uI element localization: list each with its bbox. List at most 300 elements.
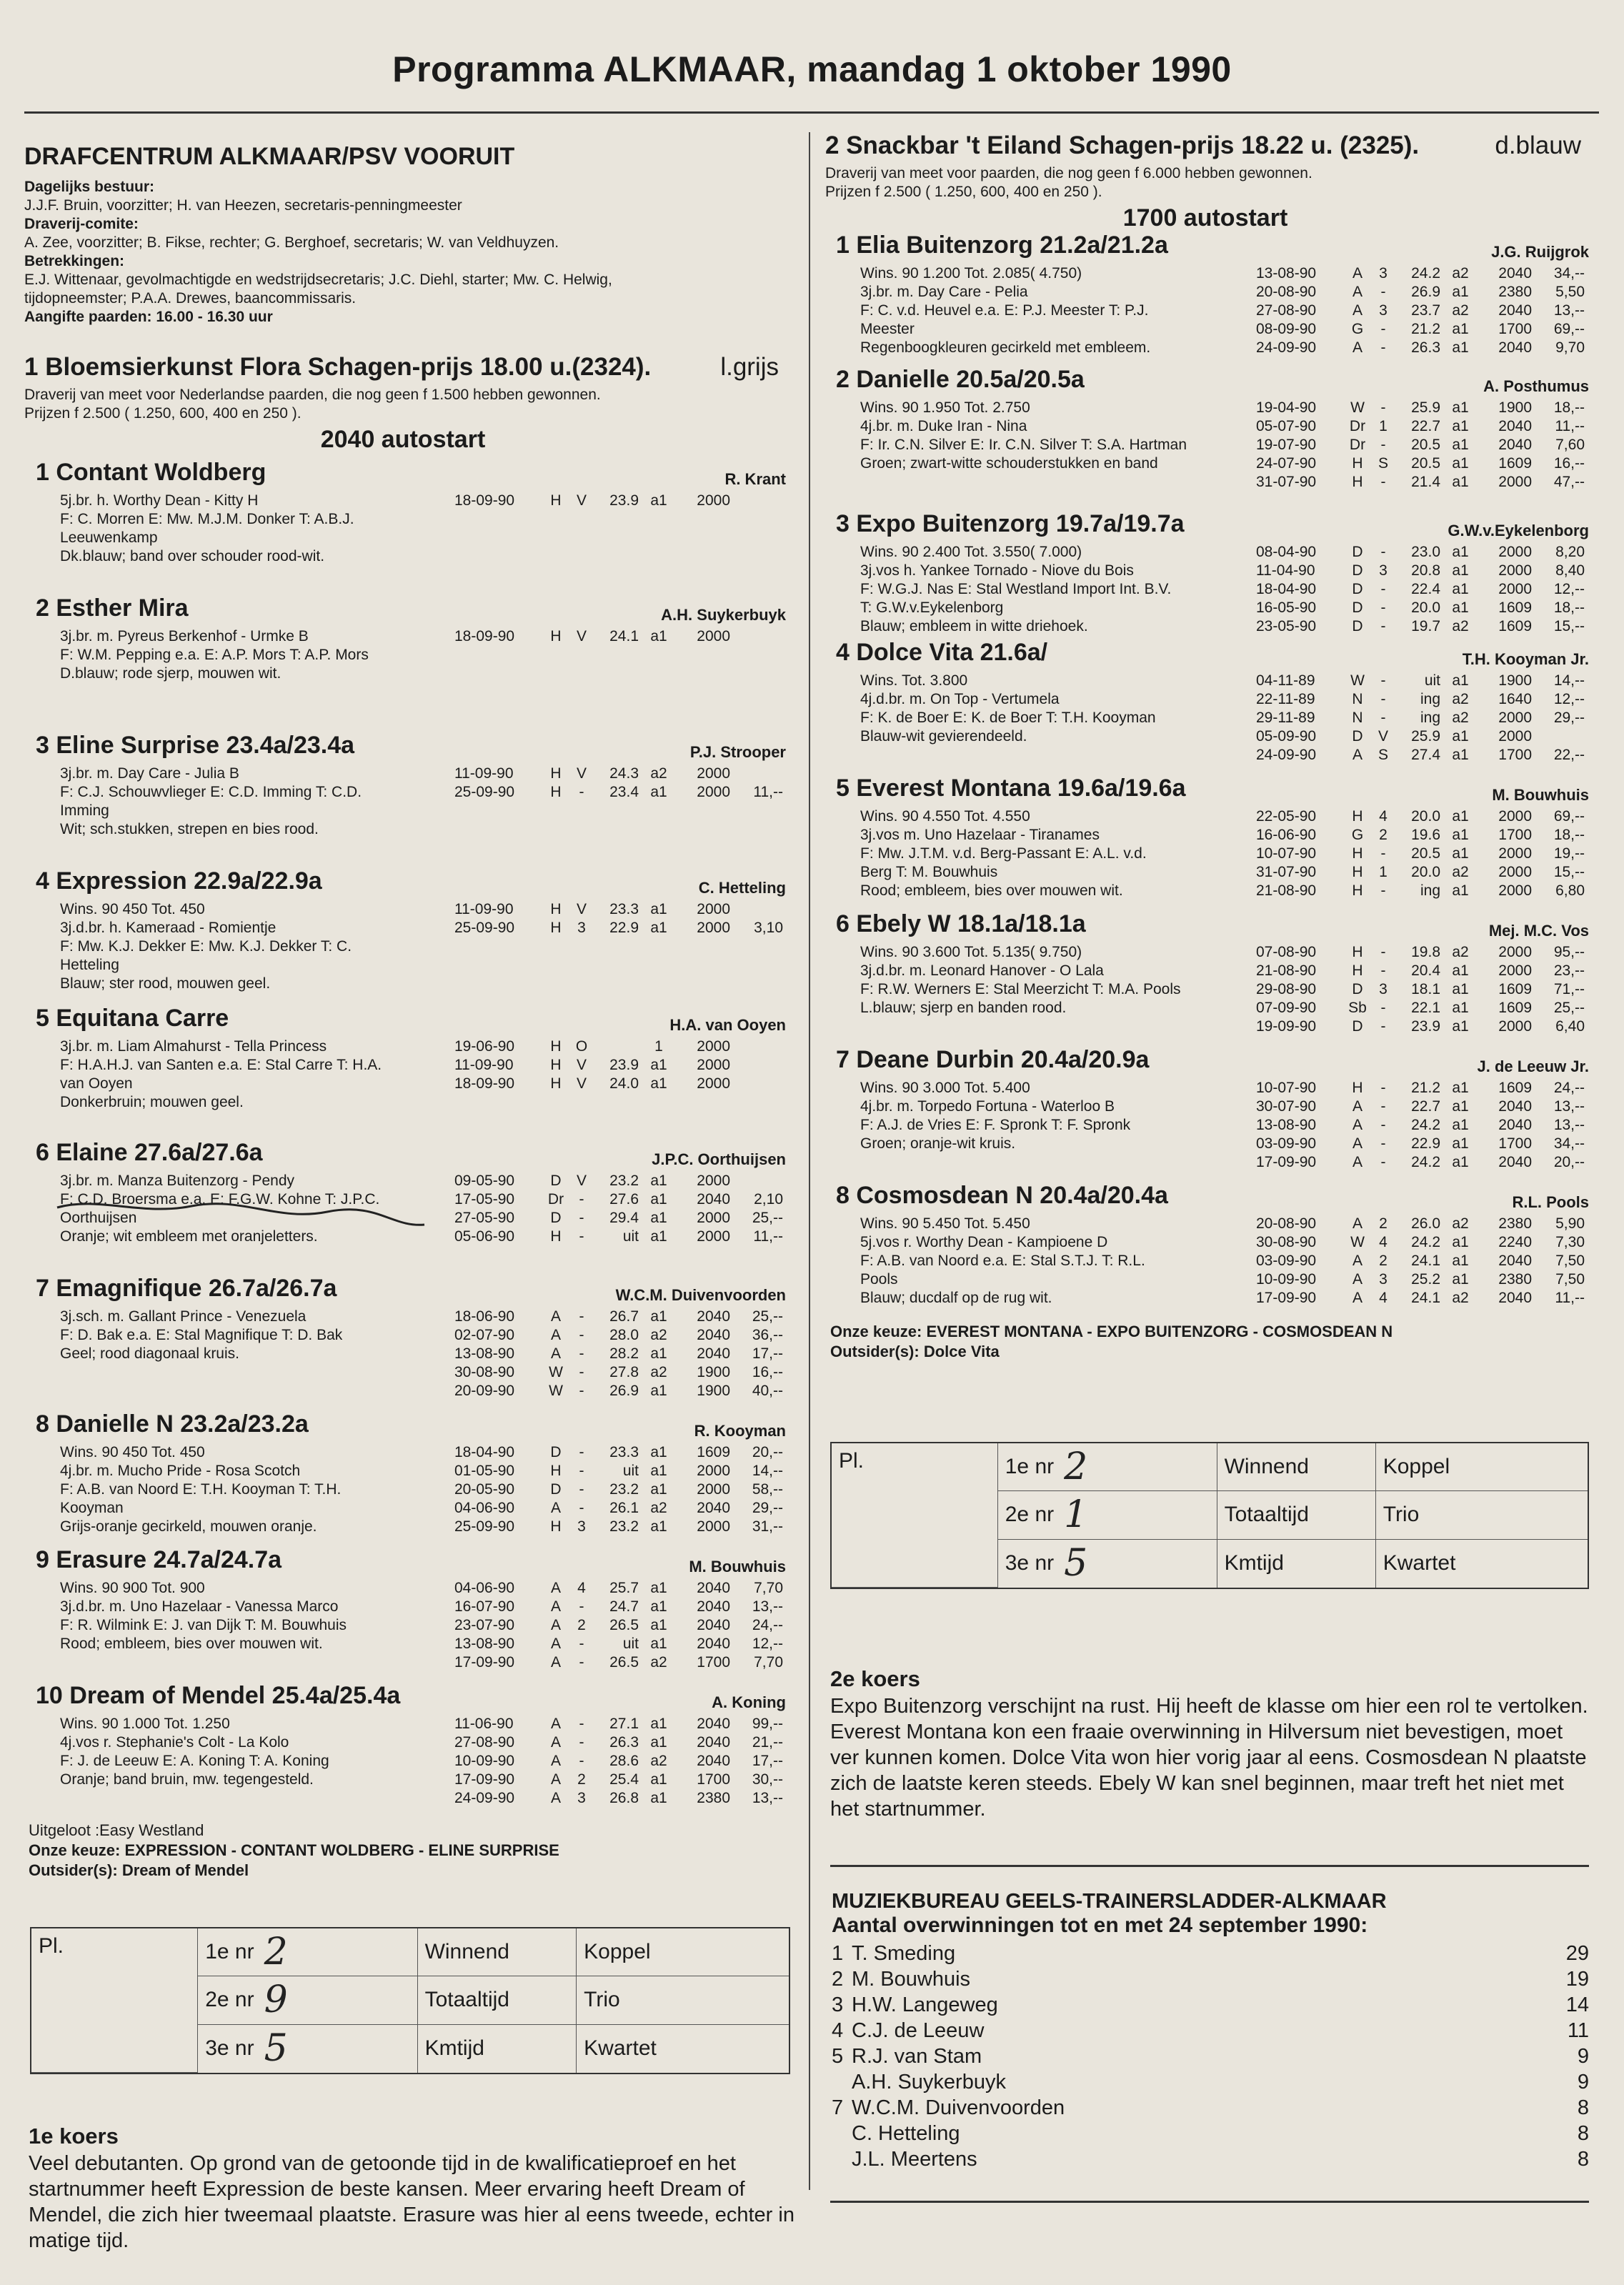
result-start: a2: [1452, 302, 1469, 319]
race2-result-box: [830, 1442, 1589, 1589]
result-track: W: [1350, 399, 1365, 416]
result-row: [1256, 962, 1585, 980]
result-place: -: [1380, 544, 1386, 560]
horse-info-line: Rood; embleem, bies over mouwen wit.: [60, 1636, 323, 1652]
result-prize: 34,--: [1553, 1135, 1585, 1152]
horse-info: [36, 900, 436, 993]
result-prize: 15,--: [1553, 618, 1585, 634]
result-position-cell: [998, 1491, 1217, 1539]
horse-results: [1256, 264, 1585, 357]
horse-body: [36, 1443, 786, 1536]
horse-info-line: 3j.vos m. Uno Hazelaar - Tiranames: [860, 827, 1100, 843]
result-time: 26.7: [609, 1308, 639, 1325]
ladder-entry: [832, 1941, 955, 1966]
result-place: 4: [1379, 1234, 1388, 1250]
horse-info: [36, 627, 436, 683]
result-start: a1: [1452, 1271, 1469, 1288]
horse-info-line: F: Mw. K.J. Dekker E: Mw. K.J. Dekker T: C.: [60, 938, 352, 955]
horse-entry: [836, 1046, 1589, 1170]
result-bet-cell: Koppel: [1376, 1443, 1588, 1491]
result-track: D: [1352, 562, 1363, 579]
horse-info: [836, 543, 1236, 636]
result-prize: 12,--: [1553, 581, 1585, 597]
result-start: a1: [1452, 845, 1469, 862]
result-place: -: [1380, 845, 1386, 862]
result-start: a2: [650, 1500, 667, 1516]
horse-results: [1256, 672, 1585, 765]
result-row: [1256, 1233, 1585, 1252]
result-track: H: [550, 784, 562, 800]
result-row: [454, 1209, 783, 1228]
result-place: -: [579, 1345, 584, 1362]
result-prize: 2,10: [754, 1191, 783, 1208]
horse-entry: [36, 1546, 786, 1671]
horse-entry: [836, 1182, 1589, 1308]
result-prize: 58,--: [752, 1481, 783, 1498]
result-place: V: [576, 492, 587, 509]
horse-entry: [836, 639, 1589, 763]
horse-info-line: Grijs-oranje gecirkeld, mouwen oranje.: [60, 1518, 317, 1535]
horse-info-line: Oranje; wit embleem met oranjeletters.: [60, 1228, 318, 1245]
result-time: 27.8: [609, 1364, 639, 1380]
horse-entry: [836, 775, 1589, 900]
result-position-label: 3e nr: [1005, 1551, 1055, 1575]
horse-entry: [36, 459, 786, 566]
result-track: W: [549, 1364, 563, 1380]
race1-commentary: [29, 2124, 800, 2254]
horse-trainer: W.C.M. Duivenvoorden: [615, 1286, 786, 1304]
result-prize: 5,50: [1555, 284, 1585, 300]
result-track: A: [550, 1327, 561, 1343]
result-start: a1: [650, 1173, 667, 1189]
result-start: a1: [650, 1481, 667, 1498]
result-time: 20.0: [1411, 864, 1440, 880]
result-time: 26.0: [1411, 1215, 1440, 1232]
result-start: a1: [650, 1210, 667, 1226]
horse-info-line: Wins. 90 3.600 Tot. 5.135( 9.750): [860, 944, 1082, 960]
race2-commentary: [830, 1666, 1595, 1822]
result-track: D: [1352, 728, 1363, 745]
horse-info-line: F: W.M. Pepping e.a. E: A.P. Mors T: A.P. Mors: [60, 647, 369, 663]
result-date: 04-11-89: [1256, 672, 1315, 689]
result-distance: 2000: [697, 628, 730, 644]
result-track: A: [550, 1345, 561, 1362]
result-time: 25.2: [1411, 1271, 1440, 1288]
result-start: a1: [650, 628, 667, 644]
horse-entry: [36, 867, 786, 993]
horse-head: [836, 510, 1589, 543]
result-row: [454, 1037, 783, 1056]
result-prize: 24,--: [752, 1617, 783, 1633]
result-bet-cell: Kwartet: [1383, 1551, 1456, 1575]
result-start: a2: [1452, 1215, 1469, 1232]
result-row: [454, 1653, 783, 1672]
result-place: -: [1380, 284, 1386, 300]
horse-results: [1256, 807, 1585, 900]
result-place: V: [576, 628, 587, 644]
horse-results: [1256, 1215, 1585, 1308]
result-row: [454, 1075, 783, 1093]
result-track: D: [1352, 544, 1363, 560]
result-time: 24.2: [1411, 1234, 1440, 1250]
result-date: 10-07-90: [1256, 1080, 1317, 1096]
horse-trainer: M. Bouwhuis: [689, 1558, 786, 1575]
horse-info: [36, 1579, 436, 1653]
result-distance: 2000: [1498, 808, 1532, 825]
result-distance: 2040: [697, 1327, 730, 1343]
result-start: a1: [1452, 455, 1469, 472]
result-type-cell: Winnend: [418, 1928, 577, 1976]
result-prize: 14,--: [1553, 672, 1585, 689]
horse-trainer: R. Kooyman: [694, 1422, 786, 1440]
result-distance: 2000: [1498, 845, 1532, 862]
result-track: A: [1352, 1154, 1363, 1170]
result-row: [1256, 882, 1585, 900]
horse-info-line: Wins. 90 1.200 Tot. 2.085( 4.750): [860, 265, 1082, 282]
result-row: [454, 1598, 783, 1616]
result-track: H: [1352, 474, 1363, 490]
race2-start: 1700 autostart: [1122, 204, 1288, 232]
result-distance: 2040: [697, 1617, 730, 1633]
result-start: a1: [1452, 1000, 1469, 1016]
result-place: 3: [1379, 1271, 1388, 1288]
result-time: 27.1: [609, 1716, 639, 1732]
ladder-row: [832, 2146, 1589, 2172]
result-start: a2: [1452, 944, 1469, 960]
result-start: a1: [1452, 437, 1469, 453]
horse-trainer: J. de Leeuw Jr.: [1477, 1057, 1589, 1075]
result-date: 11-04-90: [1256, 562, 1315, 579]
horse-info-line: F: C.J. Schouwvlieger E: C.D. Imming T: C.D.: [60, 784, 362, 800]
horse-info: [836, 399, 1236, 473]
result-time: 22.7: [1411, 418, 1440, 434]
result-place: 2: [1379, 827, 1388, 843]
result-start: a1: [1452, 1018, 1469, 1035]
horse-name: 1 Contant Woldberg: [36, 459, 266, 486]
result-track: D: [1352, 581, 1363, 597]
ladder-top-rule: [830, 1865, 1589, 1867]
result-row: [1256, 580, 1585, 599]
horse-info: [836, 264, 1236, 357]
result-start: a1: [650, 1057, 667, 1073]
result-place: -: [1380, 321, 1386, 337]
result-date: 19-07-90: [1256, 437, 1317, 453]
result-track: D: [550, 1444, 562, 1460]
result-time: uit: [1424, 672, 1440, 689]
horse-entry: [836, 910, 1589, 1035]
horse-trainer: C. Hetteling: [698, 879, 786, 897]
horse-info-line: F: J. de Leeuw E: A. Koning T: A. Koning: [60, 1753, 329, 1769]
result-date: 17-09-90: [1256, 1290, 1317, 1306]
result-date: 20-05-90: [454, 1481, 515, 1498]
result-place: -: [579, 1444, 584, 1460]
ladder-wins: 8: [1577, 2122, 1589, 2145]
horse-info-line: Blauw; ster rood, mouwen geel.: [60, 975, 271, 992]
org-name: DRAFCENTRUM ALKMAAR/PSV VOORUIT: [24, 143, 515, 170]
result-start: a1: [650, 1345, 667, 1362]
result-track: H: [1352, 864, 1363, 880]
race2-footer: [830, 1322, 1590, 1362]
result-date: 07-09-90: [1256, 1000, 1317, 1016]
result-date: 13-08-90: [1256, 265, 1317, 282]
title-rule: [24, 111, 1599, 114]
result-date: 18-09-90: [454, 628, 515, 644]
org-line-text: A. Zee, voorzitter; B. Fikse, rechter; G. Berghoef, secretaris; W. van Veldhuyzen.: [24, 234, 559, 251]
race1-title: 1 Bloemsierkunst Flora Schagen-prijs 18.00 u.(2324).: [24, 353, 652, 381]
result-prize: [730, 900, 783, 919]
result-place: V: [576, 1057, 587, 1073]
result-row: [1256, 302, 1585, 320]
result-distance: 2040: [697, 1716, 730, 1732]
result-prize: 36,--: [752, 1327, 783, 1343]
result-time: 23.9: [609, 492, 639, 509]
result-row: [1256, 1135, 1585, 1153]
result-time: uit: [622, 1228, 639, 1245]
result-prize: 12,--: [752, 1636, 783, 1652]
horse-info-line: D.blauw; rode sjerp, mouwen wit.: [60, 665, 282, 682]
result-place: -: [1380, 339, 1386, 356]
result-time: 18.1: [1411, 981, 1440, 997]
result-track: N: [1352, 691, 1363, 707]
result-prize: 20,--: [752, 1444, 783, 1460]
result-start: a1: [1452, 1135, 1469, 1152]
horse-head: [836, 910, 1589, 943]
result-distance: 1609: [1498, 981, 1532, 997]
result-distance: 2000: [697, 901, 730, 917]
result-row: [1256, 1017, 1585, 1036]
result-prize: 6,40: [1555, 1018, 1585, 1035]
ladder-entry: [832, 2121, 960, 2146]
result-date: 05-07-90: [1256, 418, 1317, 434]
result-row: [454, 1462, 783, 1480]
result-track: H: [1352, 962, 1363, 979]
horse-info-line: van Ooyen: [60, 1075, 133, 1092]
result-place: -: [1380, 882, 1386, 899]
horse-info: [836, 807, 1236, 900]
result-date: 19-09-90: [1256, 1018, 1317, 1035]
org-line: [24, 215, 782, 234]
horse-info-line: Kooyman: [60, 1500, 124, 1516]
result-time: 24.2: [1411, 1117, 1440, 1133]
result-time: 25.4: [609, 1771, 639, 1788]
ladder-rank: 2: [832, 1968, 844, 1991]
result-place: 1: [1379, 418, 1388, 434]
horse-info-line: 3j.d.br. m. Leonard Hanover - O Lala: [860, 962, 1104, 979]
race1-outsider: Dream of Mendel: [121, 1861, 249, 1879]
horse-results: [454, 1715, 783, 1808]
result-distance: 1609: [1498, 1000, 1532, 1016]
result-prize: 11,--: [1555, 418, 1585, 434]
horse-info: [836, 943, 1236, 1017]
result-start: a2: [1452, 1290, 1469, 1306]
result-place: -: [1380, 1117, 1386, 1133]
horse-name: 2 Danielle 20.5a/20.5a: [836, 366, 1085, 393]
horse-info-line: 4j.br. m. Torpedo Fortuna - Waterloo B: [860, 1098, 1115, 1115]
horse-info-line: Wins. 90 5.450 Tot. 5.450: [860, 1215, 1030, 1232]
horse-body: [836, 1215, 1589, 1308]
result-row: [1256, 690, 1585, 709]
result-time: 23.7: [1411, 302, 1440, 319]
result-distance: 2040: [1498, 302, 1532, 319]
result-row: [1256, 1097, 1585, 1116]
result-date: 01-05-90: [454, 1463, 515, 1479]
result-place: -: [579, 1500, 584, 1516]
trainer-ladder: [832, 1890, 1589, 2172]
result-time: 26.3: [1411, 339, 1440, 356]
result-bet-cell: Trio: [1376, 1491, 1588, 1539]
result-prize: [730, 492, 783, 510]
result-prize: 29,--: [752, 1500, 783, 1516]
result-track: A: [1352, 265, 1363, 282]
horse-trainer: H.A. van Ooyen: [669, 1016, 786, 1034]
race2-conditions-1: Draverij van meet voor paarden, die nog geen f 6.000 hebben gewonnen.: [825, 165, 1312, 181]
horse-trainer: T.H. Kooyman Jr.: [1462, 650, 1589, 668]
horse-body: [36, 1579, 786, 1671]
result-start: a2: [650, 1327, 667, 1343]
horse-info-line: F: Ir. C.N. Silver E: Ir. C.N. Silver T: S.A. Hartman: [860, 437, 1187, 453]
horse-head: [36, 1682, 786, 1715]
ladder-wins: 8: [1577, 2096, 1589, 2119]
result-row: [1256, 746, 1585, 765]
result-track: D: [550, 1173, 562, 1189]
result-date: 04-06-90: [454, 1580, 515, 1596]
result-place: -: [1380, 599, 1386, 616]
result-prize: 7,60: [1555, 437, 1585, 453]
result-time: 23.3: [609, 901, 639, 917]
result-time: 22.4: [1411, 581, 1440, 597]
result-prize: 19,--: [1553, 845, 1585, 862]
horse-info-line: Wins. 90 3.000 Tot. 5.400: [860, 1080, 1030, 1096]
result-prize: 18,--: [1553, 599, 1585, 616]
horse-trainer: R.L. Pools: [1512, 1193, 1589, 1211]
result-start: a1: [1452, 882, 1469, 899]
result-time: 23.4: [609, 784, 639, 800]
result-track: A: [1352, 1135, 1363, 1152]
horse-name: 3 Expo Buitenzorg 19.7a/19.7a: [836, 510, 1185, 537]
result-track: A: [550, 1617, 561, 1633]
result-distance: 1609: [1498, 618, 1532, 634]
result-track: A: [550, 1753, 561, 1769]
result-distance: 2000: [1498, 544, 1532, 560]
result-place: -: [1380, 1098, 1386, 1115]
race1-commentary-text: Veel debutanten. Op grond van de getoonde tijd in de kwalificatieproef en het startnummer heeft Expression de beste kansen. Meer ervaring heeft Dream of Mendel, die zich hier tweemaal plaatste. Erasure was hier al eens tweede, echter in matige tijd.: [29, 2152, 794, 2252]
result-distance: 1700: [1498, 747, 1532, 763]
result-distance: 2040: [1498, 265, 1532, 282]
result-time: 22.7: [1411, 1098, 1440, 1115]
result-prize: 16,--: [1553, 455, 1585, 472]
result-date: 17-09-90: [1256, 1154, 1317, 1170]
result-row: [454, 627, 783, 646]
result-distance: 2040: [1498, 1154, 1532, 1170]
result-prize: 7,70: [754, 1580, 783, 1596]
race1-commentary-title: 1e koers: [29, 2124, 119, 2149]
result-distance: 2040: [697, 1598, 730, 1615]
result-place: 4: [1379, 1290, 1388, 1306]
org-block: [24, 143, 782, 327]
result-row: [1256, 863, 1585, 882]
result-row: [1256, 1289, 1585, 1308]
horse-head: [36, 1139, 786, 1172]
race1-color-code: l.grijs: [720, 353, 779, 381]
horse-info-line: 3j.vos h. Yankee Tornado - Niove du Bois: [860, 562, 1134, 579]
result-row: [1256, 672, 1585, 690]
result-prize: 23,--: [1553, 962, 1585, 979]
horse-info-line: 3j.br. m. Day Care - Pelia: [860, 284, 1028, 300]
result-date: 23-05-90: [1256, 618, 1317, 634]
horse-name: 4 Expression 22.9a/22.9a: [36, 867, 322, 895]
result-distance: 2040: [697, 1500, 730, 1516]
result-track: A: [1352, 284, 1363, 300]
ladder-rank: 5: [832, 2045, 844, 2068]
race1-result-box: [30, 1927, 790, 2074]
result-start: a1: [1452, 418, 1469, 434]
result-start: a2: [650, 1753, 667, 1769]
result-prize: 13,--: [1553, 302, 1585, 319]
horse-info: [36, 765, 436, 839]
result-row: [1256, 709, 1585, 727]
result-distance: 2240: [1498, 1234, 1532, 1250]
result-start: a1: [650, 1716, 667, 1732]
result-place: V: [576, 1075, 587, 1092]
result-start: a1: [1452, 284, 1469, 300]
result-time: 26.5: [609, 1654, 639, 1671]
result-distance: 2040: [1498, 437, 1532, 453]
result-type-cell: Kmtijd: [1217, 1540, 1376, 1588]
result-place: -: [579, 1598, 584, 1615]
result-track: H: [550, 1518, 562, 1535]
horse-entry: [36, 594, 786, 683]
result-prize: 15,--: [1553, 864, 1585, 880]
result-start: a1: [650, 1191, 667, 1208]
result-distance: 1700: [697, 1771, 730, 1788]
result-prize: 3,10: [754, 920, 783, 936]
horse-info-line: 3j.sch. m. Gallant Prince - Venezuela: [60, 1308, 307, 1325]
horse-results: [1256, 543, 1585, 636]
result-time: 26.8: [609, 1790, 639, 1806]
result-start: a2: [650, 765, 667, 782]
result-time: 20.4: [1411, 962, 1440, 979]
result-place: -: [579, 1191, 584, 1208]
result-row: [454, 1363, 783, 1382]
result-row: [454, 1771, 783, 1789]
result-row: [1256, 543, 1585, 562]
result-distance: 1609: [697, 1444, 730, 1460]
race1-pick: EXPRESSION - CONTANT WOLDBERG - ELINE SURPRISE: [124, 1841, 559, 1859]
result-distance: 2040: [697, 1636, 730, 1652]
result-date: 25-09-90: [454, 920, 515, 936]
result-time: 23.0: [1411, 544, 1440, 560]
result-place: 1: [1379, 864, 1388, 880]
result-date: 24-09-90: [454, 1790, 515, 1806]
ladder-rank: 4: [832, 2019, 844, 2042]
horse-info-line: Wins. 90 4.550 Tot. 4.550: [860, 808, 1030, 825]
result-distance: 1609: [1498, 1080, 1532, 1096]
result-place: -: [579, 1636, 584, 1652]
result-type-cell: Kmtijd: [418, 2025, 577, 2073]
result-row: [454, 765, 783, 783]
result-place: -: [1380, 618, 1386, 634]
result-track: D: [1352, 599, 1363, 616]
result-distance: 2000: [697, 1518, 730, 1535]
result-place: -: [1380, 1135, 1386, 1152]
result-start: a2: [1452, 691, 1469, 707]
result-prize: 14,--: [752, 1463, 783, 1479]
result-track: H: [550, 765, 562, 782]
ladder-entry: [832, 2146, 977, 2172]
result-time: 24.0: [609, 1075, 639, 1092]
ladder-row: [832, 2069, 1589, 2095]
result-track: H: [550, 920, 562, 936]
